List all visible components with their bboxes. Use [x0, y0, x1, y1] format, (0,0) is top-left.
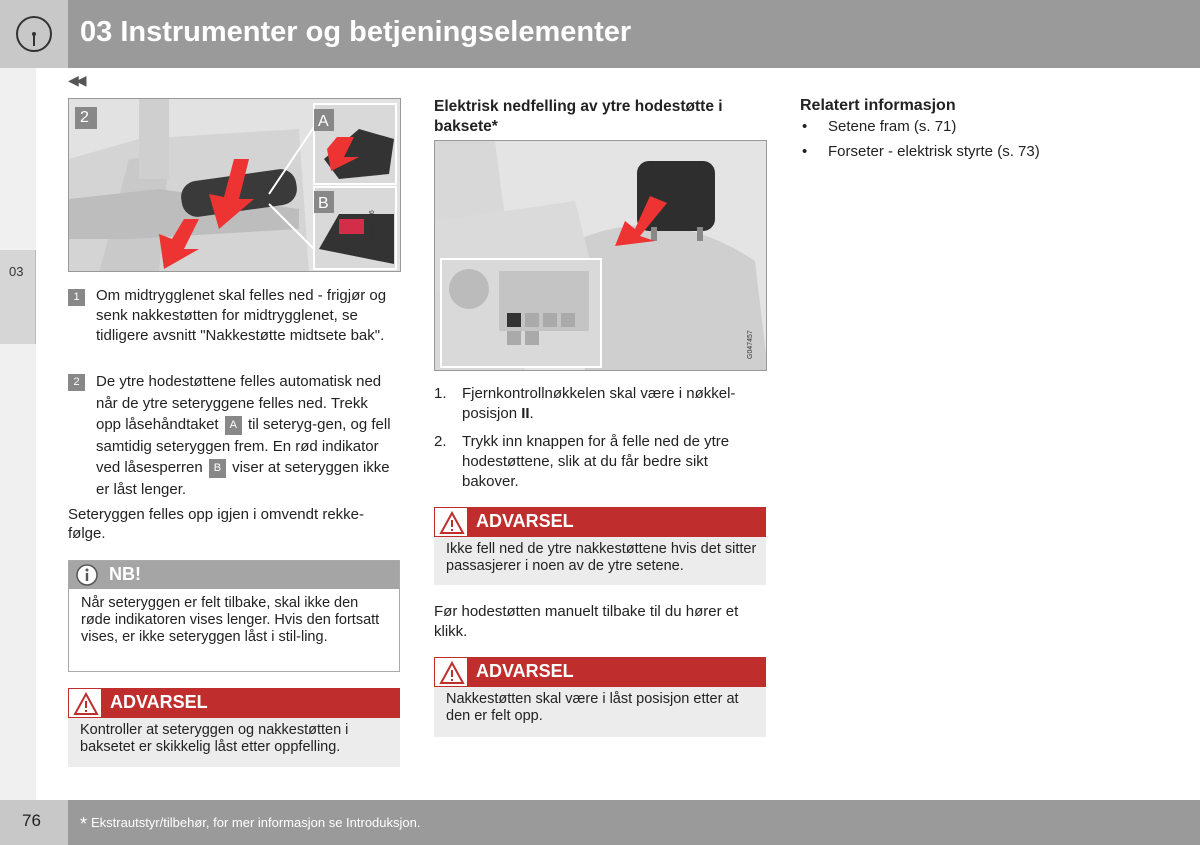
inline-badge-b: B	[209, 459, 226, 478]
warning-header	[434, 657, 766, 687]
step-text-part: De ytre hodestøttene felles automatisk ned når de ytre seteryggene felles ned.	[96, 373, 382, 412]
warning-triangle-icon	[73, 692, 99, 716]
note-header	[69, 561, 399, 589]
warning-body: Nakkestøtten skal være i låst posisjon etter at den er felt opp.	[446, 691, 739, 724]
page-footer	[0, 800, 1200, 845]
step-item-2	[434, 432, 766, 492]
step-number: 1.	[434, 385, 447, 402]
note-label: NB!	[109, 564, 141, 584]
section-title: Elektrisk nedfelling av ytre hodestøtte i baksete*	[434, 98, 723, 135]
step-text-part: Fjernkontrollnøkkelen skal være i nøkkel-posisjon	[462, 385, 736, 422]
body-paragraph: Seteryggen felles opp igjen i omvendt rekke-følge.	[68, 506, 365, 542]
page-number: 76	[22, 811, 41, 830]
warning-triangle-icon	[439, 511, 465, 535]
figure-inset-a-label: A	[318, 113, 329, 130]
step-text-part: til seteryg-gen, og fell samtidig seteryggen frem. En rød indikator ved låsesperren	[96, 416, 391, 476]
related-info-title: Relatert informasjon	[800, 97, 956, 114]
info-icon	[75, 563, 99, 587]
warning-box	[434, 507, 766, 585]
chapter-tab-label: 03	[9, 264, 24, 279]
warning-body: Kontroller at seteryggen og nakkestøtten i baksetet er skikkelig låst etter oppfelling.	[80, 722, 349, 755]
warning-triangle-icon	[439, 661, 465, 685]
note-box	[68, 560, 400, 672]
figure-code: G047457	[747, 330, 754, 359]
step-number-badge: 2	[68, 374, 85, 391]
step-text-part: Trekk opp låsehåndtaket	[96, 394, 368, 433]
warning-header	[434, 507, 766, 537]
warning-icon-box	[68, 688, 102, 718]
step-item-2	[68, 371, 398, 497]
warning-box	[68, 688, 400, 767]
warning-icon-box	[434, 507, 468, 537]
chapter-tab[interactable]	[0, 250, 36, 344]
warning-header	[68, 688, 400, 718]
seat-fold-illustration	[69, 99, 401, 272]
gauge-icon	[14, 14, 54, 54]
chapter-icon-box	[0, 0, 68, 68]
note-body: Når seteryggen er felt tilbake, skal ikke den røde indikatoren vises lenger. Hvis den fortsatt vises, er ikke seteryggen låst i stil-ling.	[81, 595, 380, 645]
bullet: •	[802, 143, 808, 160]
inline-badge-a: A	[225, 416, 242, 435]
headrest-illustration	[435, 141, 767, 371]
footnote	[80, 814, 420, 835]
figure-seat-fold	[68, 98, 401, 272]
warning-label: ADVARSEL	[476, 511, 574, 531]
related-link-text[interactable]: Forseter - elektrisk styrte (s. 73)	[828, 143, 1040, 160]
warning-icon-box	[434, 657, 468, 687]
step-text: Trykk inn knappen for å felle ned de ytre hodestøttene, slik at du får bedre sikt bakover.	[462, 433, 730, 490]
step-item-1	[434, 384, 766, 424]
page-title: 03 Instrumenter og betjeningselementer	[80, 16, 632, 48]
warning-label: ADVARSEL	[110, 692, 208, 712]
back-nav-icon[interactable]: ◀◀	[68, 72, 84, 88]
figure-step-badge: 2	[80, 109, 89, 126]
step-text	[462, 384, 766, 424]
step-item-1	[68, 286, 398, 366]
bullet: •	[802, 118, 808, 135]
body-paragraph: Før hodestøtten manuelt tilbake til du hører et klikk.	[434, 603, 739, 640]
warning-box	[434, 657, 766, 737]
figure-inset-b-label: B	[318, 195, 329, 212]
step-text-part: viser at seteryggen ikke er låst lenger.	[96, 459, 390, 498]
figure-headrest	[434, 140, 767, 371]
page-number-box	[0, 800, 68, 845]
step-number-badge: 1	[68, 289, 85, 306]
step-text-bold: II	[521, 405, 530, 422]
step-number: 2.	[434, 433, 447, 450]
step-text-part: .	[529, 405, 534, 422]
warning-body: Ikke fell ned de ytre nakkestøttene hvis det sitter passasjerer i noen av de ytre setene.	[446, 541, 757, 574]
footnote-text: Ekstrautstyr/tilbehør, for mer informasjon se Introduksjon.	[91, 815, 421, 830]
figure-code: G043636	[369, 210, 376, 239]
page-header	[0, 0, 1200, 68]
footnote-star: *	[80, 814, 88, 834]
step-text	[96, 371, 396, 500]
side-margin	[0, 68, 36, 800]
related-link-text[interactable]: Setene fram (s. 71)	[828, 118, 957, 135]
step-text: Om midtrygglenet skal felles ned - frigjør og senk nakkestøtten for midtrygglenet, se tidligere avsnitt "Nakkestøtte midtsete bak".	[96, 287, 387, 344]
warning-label: ADVARSEL	[476, 661, 574, 681]
